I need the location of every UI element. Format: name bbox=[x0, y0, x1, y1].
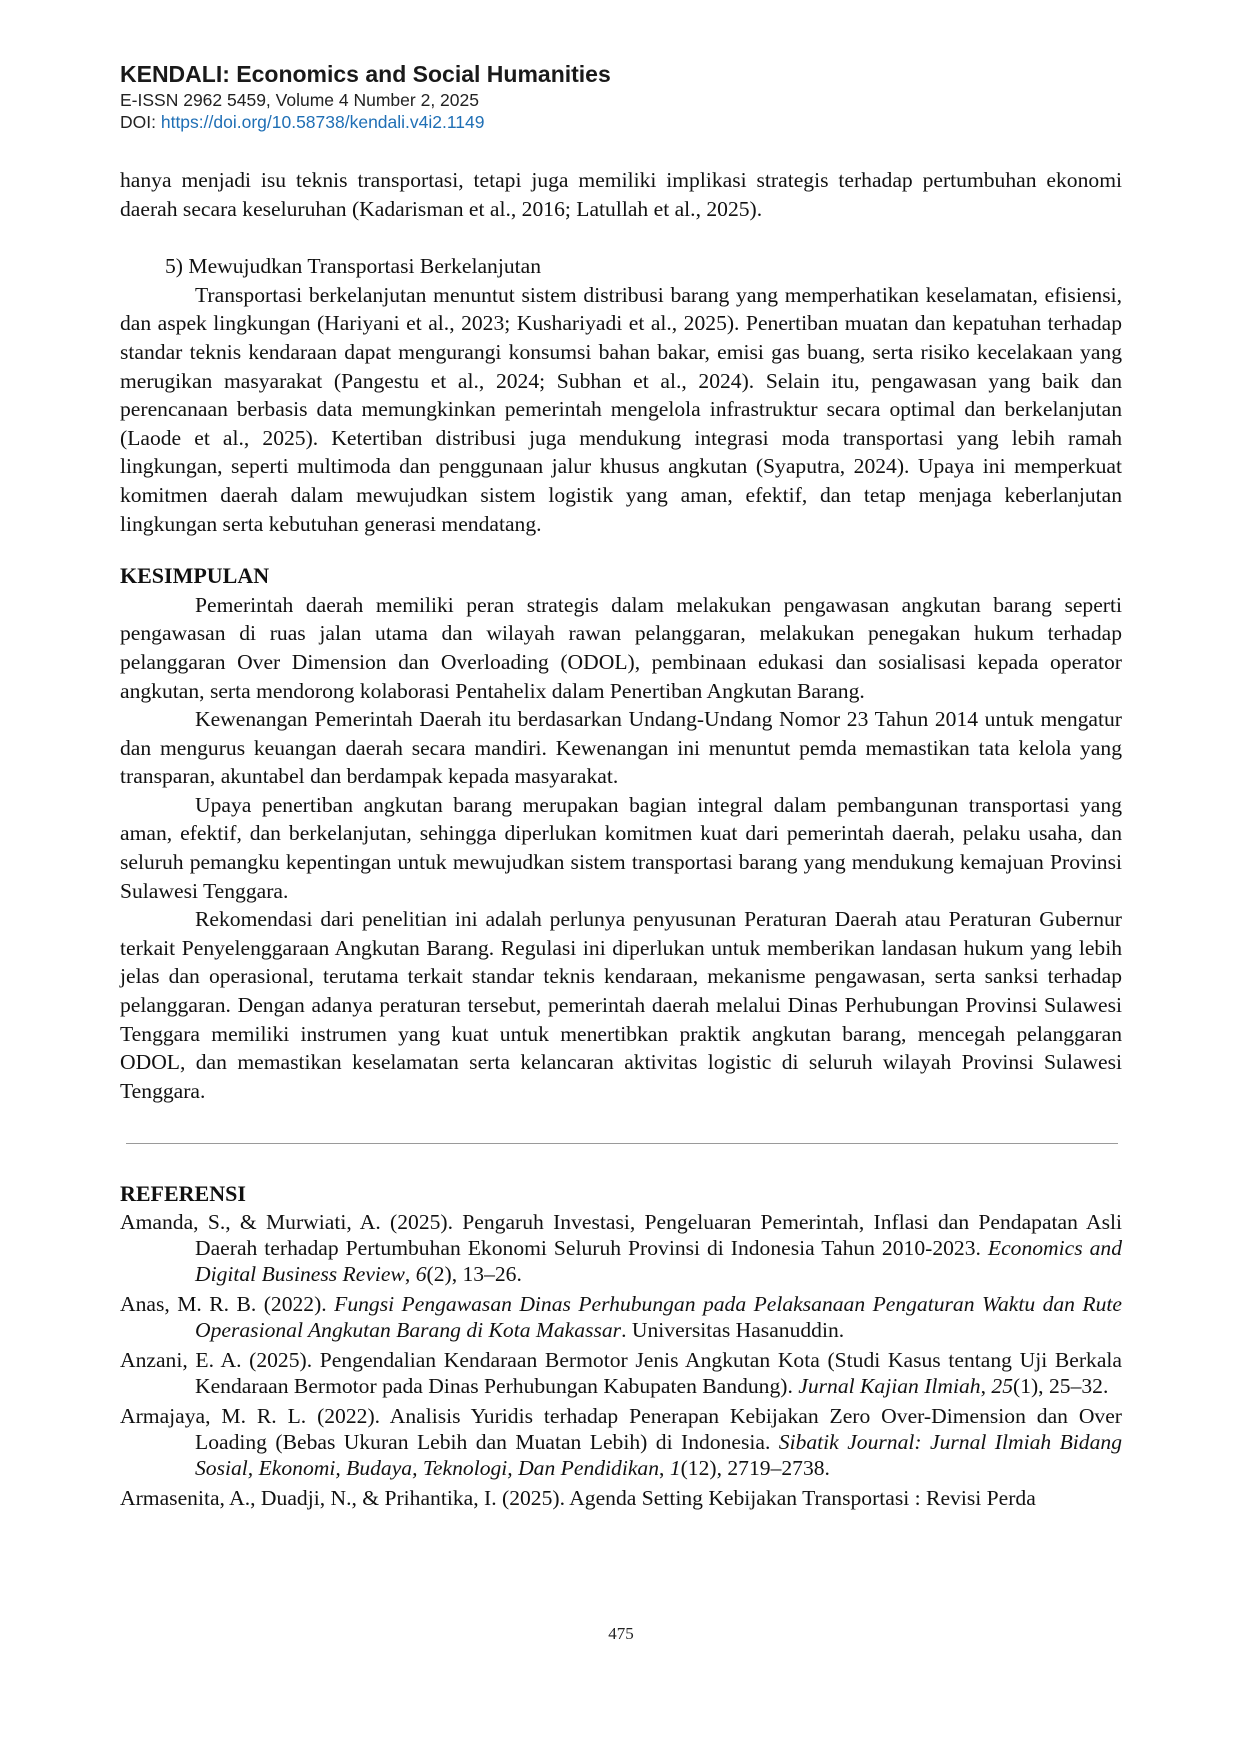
reference-text: Anzani, E. A. (2025). Pengendalian Kendaraan Bermotor Jenis Angkutan Kota (Studi Kasus tentang Uji Berkala Kendaraan Bermotor pada Dinas Perhubungan Kabupaten Bandung). bbox=[120, 1348, 1122, 1398]
kesimpulan-paragraph: Kewenangan Pemerintah Daerah itu berdasarkan Undang-Undang Nomor 23 Tahun 2014 untuk mengatur dan mengurus keuangan daerah secara mandiri. Kewenangan ini menuntut pemda memastikan tata kelola yang transparan, akuntabel dan berdampak kepada masyarakat. bbox=[120, 707, 1122, 789]
reference-text: (2), 13–26. bbox=[426, 1262, 522, 1286]
continuation-paragraph: hanya menjadi isu teknis transportasi, tetapi juga memiliki implikasi strategis terhadap pertumbuhan ekonomi daerah secara keseluruhan (Kadarisman et al., 2016; Latullah et al., 2025). bbox=[120, 168, 1122, 221]
reference-text: Armajaya, M. R. L. (2022). Analisis Yuridis terhadap Penerapan Kebijakan Zero Over-Dimension dan Over Loading (Bebas Ukuran Lebih dan Muatan Lebih) di Indonesia. bbox=[120, 1404, 1122, 1454]
item-5-title: 5) Mewujudkan Transportasi Berkelanjutan bbox=[165, 254, 542, 279]
reference-text: , bbox=[659, 1456, 670, 1480]
section-divider bbox=[126, 1143, 1118, 1144]
reference-text: Armasenita, A., Duadji, N., & Prihantika, I. (2025). Agenda Setting Kebijakan Transportasi : Revisi Perda bbox=[120, 1486, 1036, 1510]
reference-item bbox=[120, 1403, 1122, 1481]
reference-volume: 1 bbox=[669, 1456, 681, 1480]
kesimpulan-paragraph: Rekomendasi dari penelitian ini adalah perlunya penyusunan Peraturan Daerah atau Peraturan Gubernur terkait Penyelenggaraan Angkutan Barang. Regulasi ini diperlukan untuk memberikan landasan hukum yang lebih jelas dan operasional, terutama terkait standar teknis kendaraan, mekanisme pengawasan, serta sanksi terhadap pelanggaran. Dengan adanya peraturan tersebut, pemerintah daerah melalui Dinas Perhubungan Provinsi Sulawesi Tenggara memiliki instrumen yang kuat untuk menertibkan praktik angkutan barang, mencegah pelanggaran ODOL, dan memastikan keselamatan serta kelancaran aktivitas logistic di seluruh wilayah Provinsi Sulawesi Tenggara. bbox=[120, 907, 1122, 1103]
reference-text: , bbox=[404, 1262, 416, 1286]
reference-source: Economics and Digital Business Review bbox=[195, 1236, 1122, 1286]
journal-title: KENDALI: Economics and Social Humanities bbox=[120, 61, 611, 87]
issn-line: E-ISSN 2962 5459, Volume 4 Number 2, 2025 bbox=[120, 90, 479, 110]
doi-link[interactable]: https://doi.org/10.58738/kendali.v4i2.1149 bbox=[160, 112, 485, 132]
doi-line bbox=[120, 111, 1120, 133]
reference-text: Amanda, S., & Murwiati, A. (2025). Pengaruh Investasi, Pengeluaran Pemerintah, Inflasi dan Pendapatan Asli Daerah terhadap Pertumbuhan Ekonomi Seluruh Provinsi di Indonesia Tahun 2010-2023. bbox=[120, 1210, 1122, 1260]
reference-text: . Universitas Hasanuddin. bbox=[621, 1318, 845, 1342]
kesimpulan-paragraph: Pemerintah daerah memiliki peran strategis dalam melakukan pengawasan angkutan barang seperti pengawasan di ruas jalan utama dan wilayah rawan pelanggaran, melakukan penegakan hukum terhadap pelanggaran Over Dimension dan Overloading (ODOL), pembinaan edukasi dan sosialisasi kepada operator angkutan, serta mendorong kolaborasi Pentahelix dalam Penertiban Angkutan Barang. bbox=[120, 592, 1122, 703]
reference-volume: 25 bbox=[991, 1374, 1013, 1398]
kesimpulan-heading: KESIMPULAN bbox=[120, 563, 270, 589]
body-text bbox=[120, 166, 1122, 1515]
doi-label: DOI: bbox=[120, 112, 161, 132]
reference-item bbox=[120, 1209, 1122, 1287]
reference-source: Fungsi Pengawasan Dinas Perhubungan pada Pelaksanaan Pengaturan Waktu dan Rute Operasional Angkutan Barang di Kota Makassar bbox=[195, 1292, 1122, 1342]
reference-source: Jurnal Kajian Ilmiah bbox=[798, 1374, 981, 1398]
kesimpulan-paragraph: Upaya penertiban angkutan barang merupakan bagian integral dalam pembangunan transportasi yang aman, efektif, dan berkelanjutan, sehingga diperlukan komitmen kuat dari pemerintah daerah, pelaku usaha, dan seluruh pemangku kepentingan untuk mewujudkan sistem transportasi barang yang mendukung kemajuan Provinsi Sulawesi Tenggara. bbox=[120, 792, 1122, 903]
reference-item bbox=[120, 1291, 1122, 1343]
reference-item bbox=[120, 1485, 1122, 1511]
reference-text: (1), 25–32. bbox=[1013, 1374, 1109, 1398]
reference-item bbox=[120, 1347, 1122, 1399]
reference-text: (12), 2719–2738. bbox=[680, 1456, 830, 1480]
item-5-paragraph: Transportasi berkelanjutan menuntut sistem distribusi barang yang memperhatikan keselamatan, efisiensi, dan aspek lingkungan (Hariyani et al., 2023; Kushariyadi et al., 2025). Penertiban muatan dan kepatuhan terhadap standar teknis kendaraan dapat mengurangi konsumsi bahan bakar, emisi gas buang, serta risiko kecelakaan yang merugikan masyarakat (Pangestu et al., 2024; Subhan et al., 2024). Selain itu, pengawasan yang baik dan perencanaan berbasis data memungkinkan pemerintah mengelola infrastruktur secara optimal dan berkelanjutan (Laode et al., 2025). Ketertiban distribusi juga mendukung integrasi moda transportasi yang lebih ramah lingkungan, seperti multimoda dan penggunaan jalur khusus angkutan (Syaputra, 2024). Upaya ini memperkuat komitmen daerah dalam mewujudkan sistem logistik yang aman, efektif, dan tetap menjaga keberlanjutan lingkungan serta kebutuhan generasi mendatang. bbox=[120, 282, 1122, 536]
reference-text: , bbox=[980, 1374, 992, 1398]
journal-header bbox=[120, 60, 1120, 133]
referensi-heading: REFERENSI bbox=[120, 1181, 246, 1207]
page-number: 475 bbox=[608, 1624, 634, 1643]
reference-text: Anas, M. R. B. (2022). bbox=[120, 1292, 335, 1316]
reference-volume: 6 bbox=[415, 1262, 427, 1286]
reference-source: Sibatik Journal: Jurnal Ilmiah Bidang Sosial, Ekonomi, Budaya, Teknologi, Dan Pendidikan bbox=[195, 1430, 1122, 1480]
